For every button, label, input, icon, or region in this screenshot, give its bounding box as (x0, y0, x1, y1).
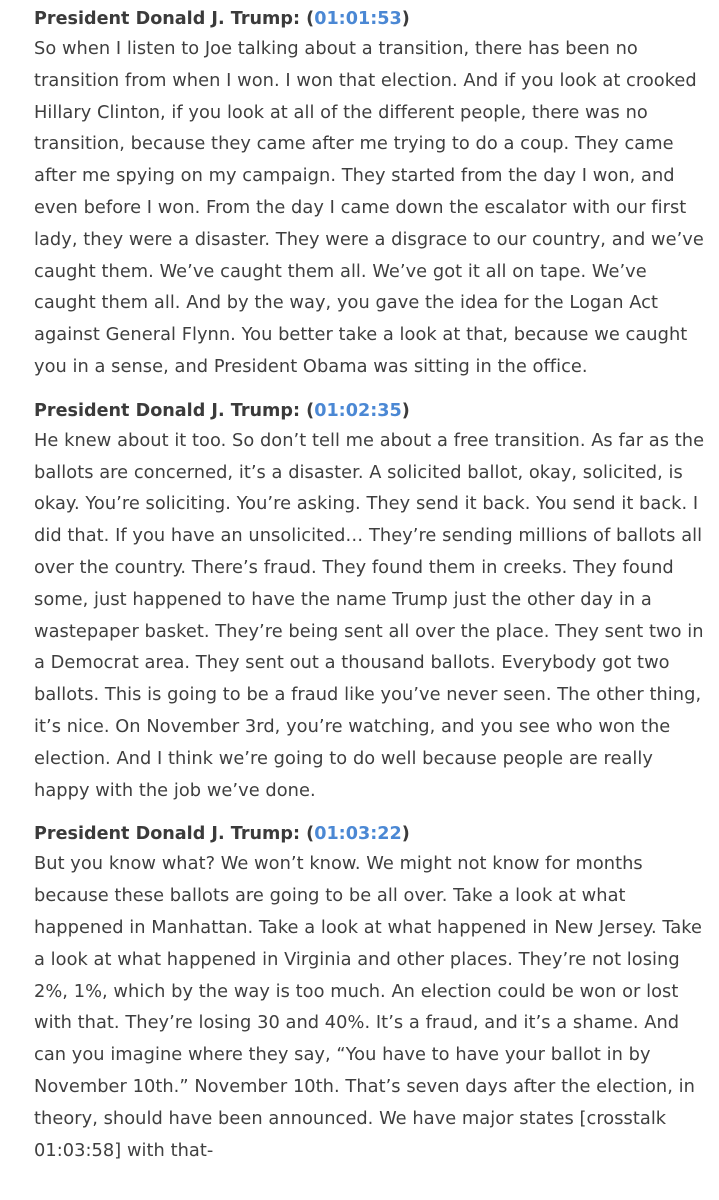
transcript-segment (34, 5, 706, 383)
speaker-name: President Donald J. Trump: (34, 400, 301, 421)
transcript-paragraph: But you know what? We won’t know. We might not know for months because these ballots are going to be all over. Take a look at what happened in Manhattan. Take a look at what happened in New Jersey. Take a look at what happened in Virginia and other places. They’re not losing 2%, 1%, which by the way is too much. An election could be won or lost with that. They’re losing 30 and 40%. It’s a fraud, and it’s a shame. And can you imagine where they say, “You have to have your ballot in by November 10th.” November 10th. That’s seven days after the election, in theory, should have been announced. We have major states [crosstalk 01:03:58] with that- (34, 853, 702, 1161)
timestamp-link[interactable]: 01:02:35 (314, 400, 402, 421)
transcript-segment (34, 820, 706, 1166)
speaker-line: President Donald J. Trump: (01:01:53) (34, 9, 410, 29)
speaker-line: President Donald J. Trump: (01:02:35) (34, 400, 410, 421)
transcript-segment (34, 397, 706, 807)
speaker-name: President Donald J. Trump: (34, 9, 301, 29)
timestamp-link[interactable]: 01:03:22 (314, 824, 402, 845)
transcript-paragraph: He knew about it too. So don’t tell me about a free transition. As far as the ballots are concerned, it’s a disaster. A solicited ballot, okay, solicited, is okay. You’re soliciting. You’re asking. They send it back. You send it back. I did that. If you have an unsolicited… They’re sending millions of ballots all over the country. There’s fraud. They found them in creeks. They found some, just happened to have the name Trump just the other day in a wastepaper basket. They’re being sent all over the place. They sent two in a Democrat area. They sent out a thousand ballots. Everybody got two ballots. This is going to be a fraud like you’ve never seen. The other thing, it’s nice. On November 3rd, you’re watching, and you see who won the election. And I think we’re going to do well because people are really happy with the job we’ve done. (34, 429, 705, 801)
transcript-paragraph: So when I listen to Joe talking about a transition, there has been no transition from when I won. I won that election. And if you look at crooked Hillary Clinton, if you look at all of the different people, there was no transition, because they came after me trying to do a coup. They came after me spying on my campaign. They started from the day I won, and even before I won. From the day I came down the escalator with our first lady, they were a disaster. They were a disgrace to our country, and we’ve caught them. We’ve caught them all. We’ve got it all on tape. We’ve caught them all. And by the way, you gave the idea for the Logan Act against General Flynn. You better take a look at that, because we caught you in a sense, and President Obama was sitting in the office. (34, 38, 704, 377)
speaker-name: President Donald J. Trump: (34, 824, 301, 845)
timestamp-link[interactable]: 01:01:53 (314, 9, 402, 29)
speaker-line: President Donald J. Trump: (01:03:22) (34, 824, 410, 845)
